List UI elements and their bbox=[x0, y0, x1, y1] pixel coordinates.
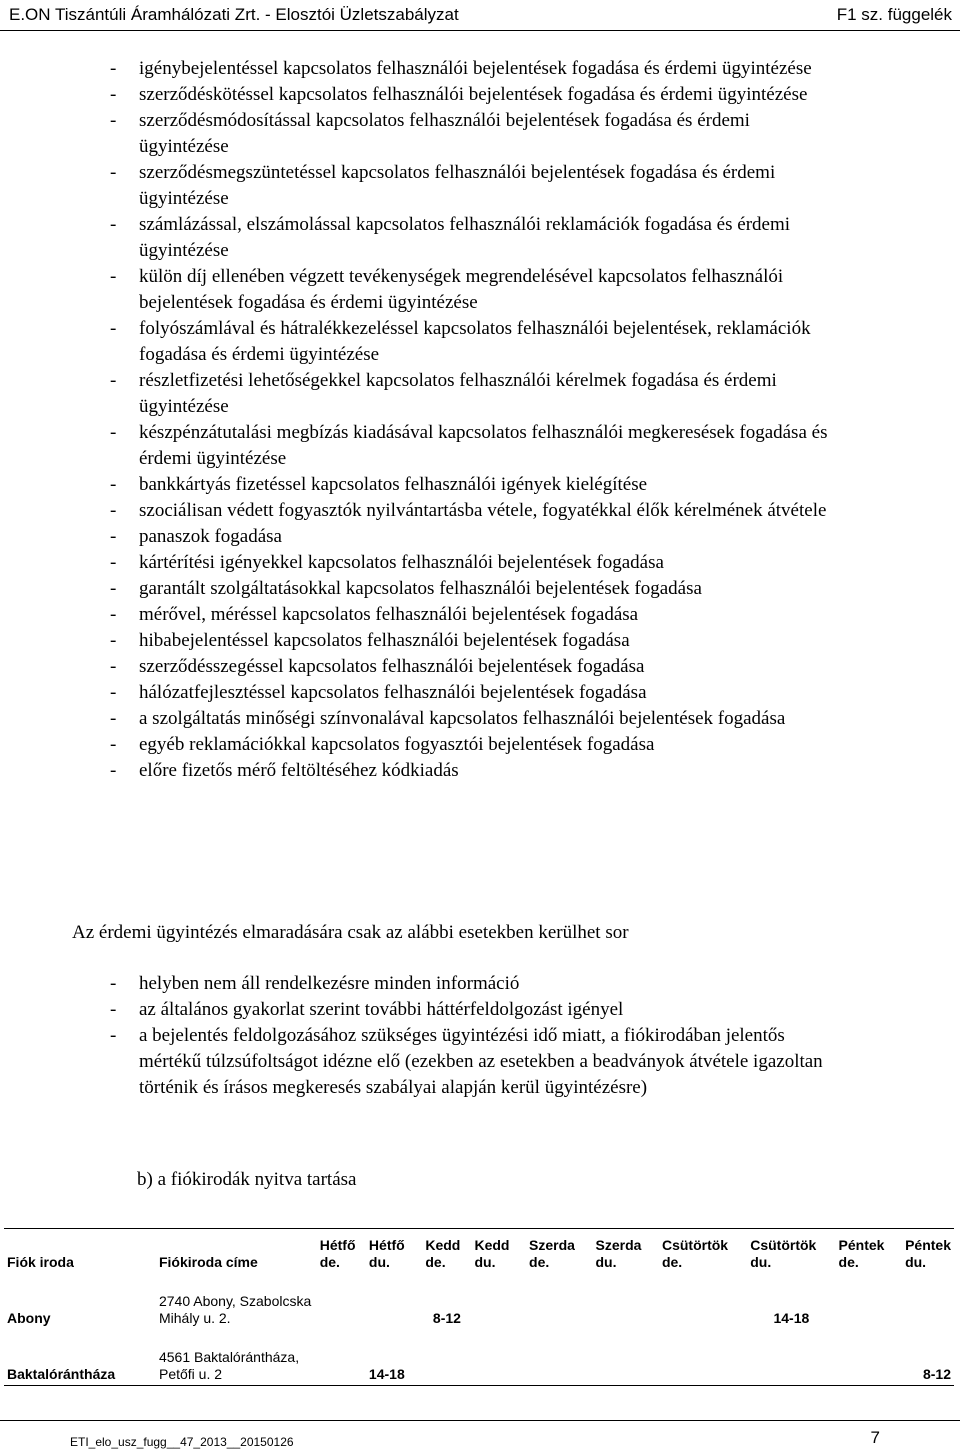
list-item: - a bejelentés feldolgozásához szükséges ügyintézési idő miatt, a fiókirodában jelentős mértékű túlzsúfoltságot idézne elő (ezekben az esetekben a beadványok átvétele igazoltan történik és írásos megkeresés szabályai alapján kerül ügyintézésre) bbox=[102, 1023, 842, 1101]
hours-cell bbox=[593, 1273, 659, 1329]
list-item: - részletfizetési lehetőségekkel kapcsolatos felhasználói kérelmek fogadása és érdemi ügyintézése bbox=[102, 368, 842, 420]
list-item: - szerződésmegszüntetéssel kapcsolatos felhasználói bejelentések fogadása és érdemi ügyintézése bbox=[102, 160, 842, 212]
list-item: - helyben nem áll rendelkezésre minden információ bbox=[102, 971, 842, 997]
list-item: - mérővel, méréssel kapcsolatos felhasználói bejelentések fogadása bbox=[102, 602, 842, 628]
document-code: ETI_elo_usz_fugg__47_2013__20150126 bbox=[70, 1435, 294, 1449]
list-item: - szociálisan védett fogyasztók nyilvántartásba vétele, fogyatékkal élők kérelmének átvétele bbox=[102, 498, 842, 524]
list-item: - előre fizetős mérő feltöltéséhez kódkiadás bbox=[102, 758, 842, 784]
hours-cell bbox=[317, 1329, 366, 1386]
list-item: - garantált szolgáltatásokkal kapcsolatos felhasználói bejelentések fogadása bbox=[102, 576, 842, 602]
hours-cell bbox=[471, 1329, 526, 1386]
list-item: - az általános gyakorlat szerint további háttérfeldolgozást igényel bbox=[102, 997, 842, 1023]
office-address: 4561 Baktalórántháza, Petőfi u. 2 bbox=[158, 1349, 300, 1382]
office-name: Abony bbox=[7, 1310, 51, 1326]
footer-rule bbox=[0, 1420, 960, 1421]
column-header: Csütörtök du. bbox=[750, 1237, 817, 1270]
hours-cell bbox=[902, 1273, 954, 1329]
hours-cell bbox=[526, 1273, 592, 1329]
list-item: - igénybejelentéssel kapcsolatos felhasználói bejelentések fogadása és érdemi ügyintézése bbox=[102, 56, 842, 82]
column-header: Csütörtök de. bbox=[661, 1237, 729, 1270]
hours-cell bbox=[659, 1273, 747, 1329]
header-rule bbox=[0, 30, 960, 31]
hours-cell bbox=[317, 1273, 366, 1329]
hours-cell bbox=[836, 1273, 903, 1329]
hours-cell bbox=[422, 1329, 471, 1386]
list-item: - kártérítési igényekkel kapcsolatos felhasználói bejelentések fogadása bbox=[102, 550, 842, 576]
hours-cell: 8-12 bbox=[432, 1310, 461, 1326]
office-name: Baktalórántháza bbox=[7, 1366, 116, 1382]
list-item: - bankkártyás fizetéssel kapcsolatos felhasználói igények kielégítése bbox=[102, 472, 842, 498]
hours-cell bbox=[836, 1329, 903, 1386]
service-list bbox=[102, 56, 842, 784]
hours-cell bbox=[659, 1329, 747, 1386]
section-subheading: b) a fiókirodák nyitva tartása bbox=[137, 1169, 357, 1190]
list-item: - panaszok fogadása bbox=[102, 524, 842, 550]
list-item: - a szolgáltatás minőségi színvonalával kapcsolatos felhasználói bejelentések fogadása bbox=[102, 706, 842, 732]
column-header: Fiók iroda bbox=[7, 1254, 74, 1270]
page-number: 7 bbox=[870, 1428, 880, 1447]
column-header: Hétfő du. bbox=[368, 1237, 405, 1270]
column-header: Kedd de. bbox=[425, 1237, 461, 1270]
column-header: Péntek du. bbox=[905, 1237, 951, 1270]
column-header: Fiókiroda címe bbox=[158, 1254, 258, 1270]
table-row bbox=[4, 1329, 954, 1386]
list-item: - szerződéskötéssel kapcsolatos felhasználói bejelentések fogadása és érdemi ügyintézése bbox=[102, 82, 842, 108]
hours-cell: 14-18 bbox=[773, 1310, 810, 1326]
list-item: - szerződésmódosítással kapcsolatos felhasználói bejelentések fogadása és érdemi ügyintézése bbox=[102, 108, 842, 160]
column-header: Hétfő de. bbox=[319, 1237, 356, 1270]
opening-hours-table bbox=[4, 1228, 954, 1386]
column-header: Szerda du. bbox=[595, 1237, 642, 1270]
page-header bbox=[0, 0, 960, 30]
hours-cell bbox=[747, 1329, 835, 1386]
list-item: - folyószámlával és hátralékkezeléssel kapcsolatos felhasználói bejelentések, reklamációk fogadása és érdemi ügyintézése bbox=[102, 316, 842, 368]
list-item: - hálózatfejlesztéssel kapcsolatos felhasználói bejelentések fogadása bbox=[102, 680, 842, 706]
table-row bbox=[4, 1273, 954, 1329]
hours-cell: 8-12 bbox=[922, 1366, 951, 1382]
header-title: E.ON Tiszántúli Áramhálózati Zrt. - Elosztói Üzletszabályzat bbox=[9, 5, 459, 24]
list-item: - szerződésszegéssel kapcsolatos felhasználói bejelentések fogadása bbox=[102, 654, 842, 680]
list-item: - külön díj ellenében végzett tevékenységek megrendelésével kapcsolatos felhasználói bejelentések fogadása és érdemi ügyintézése bbox=[102, 264, 842, 316]
office-address: 2740 Abony, Szabolcska Mihály u. 2. bbox=[158, 1293, 312, 1326]
header-appendix: F1 sz. függelék bbox=[836, 5, 952, 24]
body-paragraph: Az érdemi ügyintézés elmaradására csak az alábbi esetekben kerülhet sor bbox=[72, 922, 629, 943]
table-header-row bbox=[4, 1229, 954, 1274]
exception-list bbox=[102, 971, 842, 1101]
hours-cell bbox=[471, 1273, 526, 1329]
column-header: Szerda de. bbox=[529, 1237, 575, 1270]
column-header: Kedd du. bbox=[474, 1237, 510, 1270]
list-item: - készpénzátutalási megbízás kiadásával kapcsolatos felhasználói megkeresések fogadása és érdemi ügyintézése bbox=[102, 420, 842, 472]
list-item: - hibabejelentéssel kapcsolatos felhasználói bejelentések fogadása bbox=[102, 628, 842, 654]
hours-cell bbox=[593, 1329, 659, 1386]
list-item: - egyéb reklamációkkal kapcsolatos fogyasztói bejelentések fogadása bbox=[102, 732, 842, 758]
hours-cell bbox=[526, 1329, 592, 1386]
hours-cell bbox=[366, 1273, 422, 1329]
list-item: - számlázással, elszámolással kapcsolatos felhasználói reklamációk fogadása és érdemi ügyintézése bbox=[102, 212, 842, 264]
column-header: Péntek de. bbox=[838, 1237, 885, 1270]
hours-cell: 14-18 bbox=[368, 1366, 405, 1382]
